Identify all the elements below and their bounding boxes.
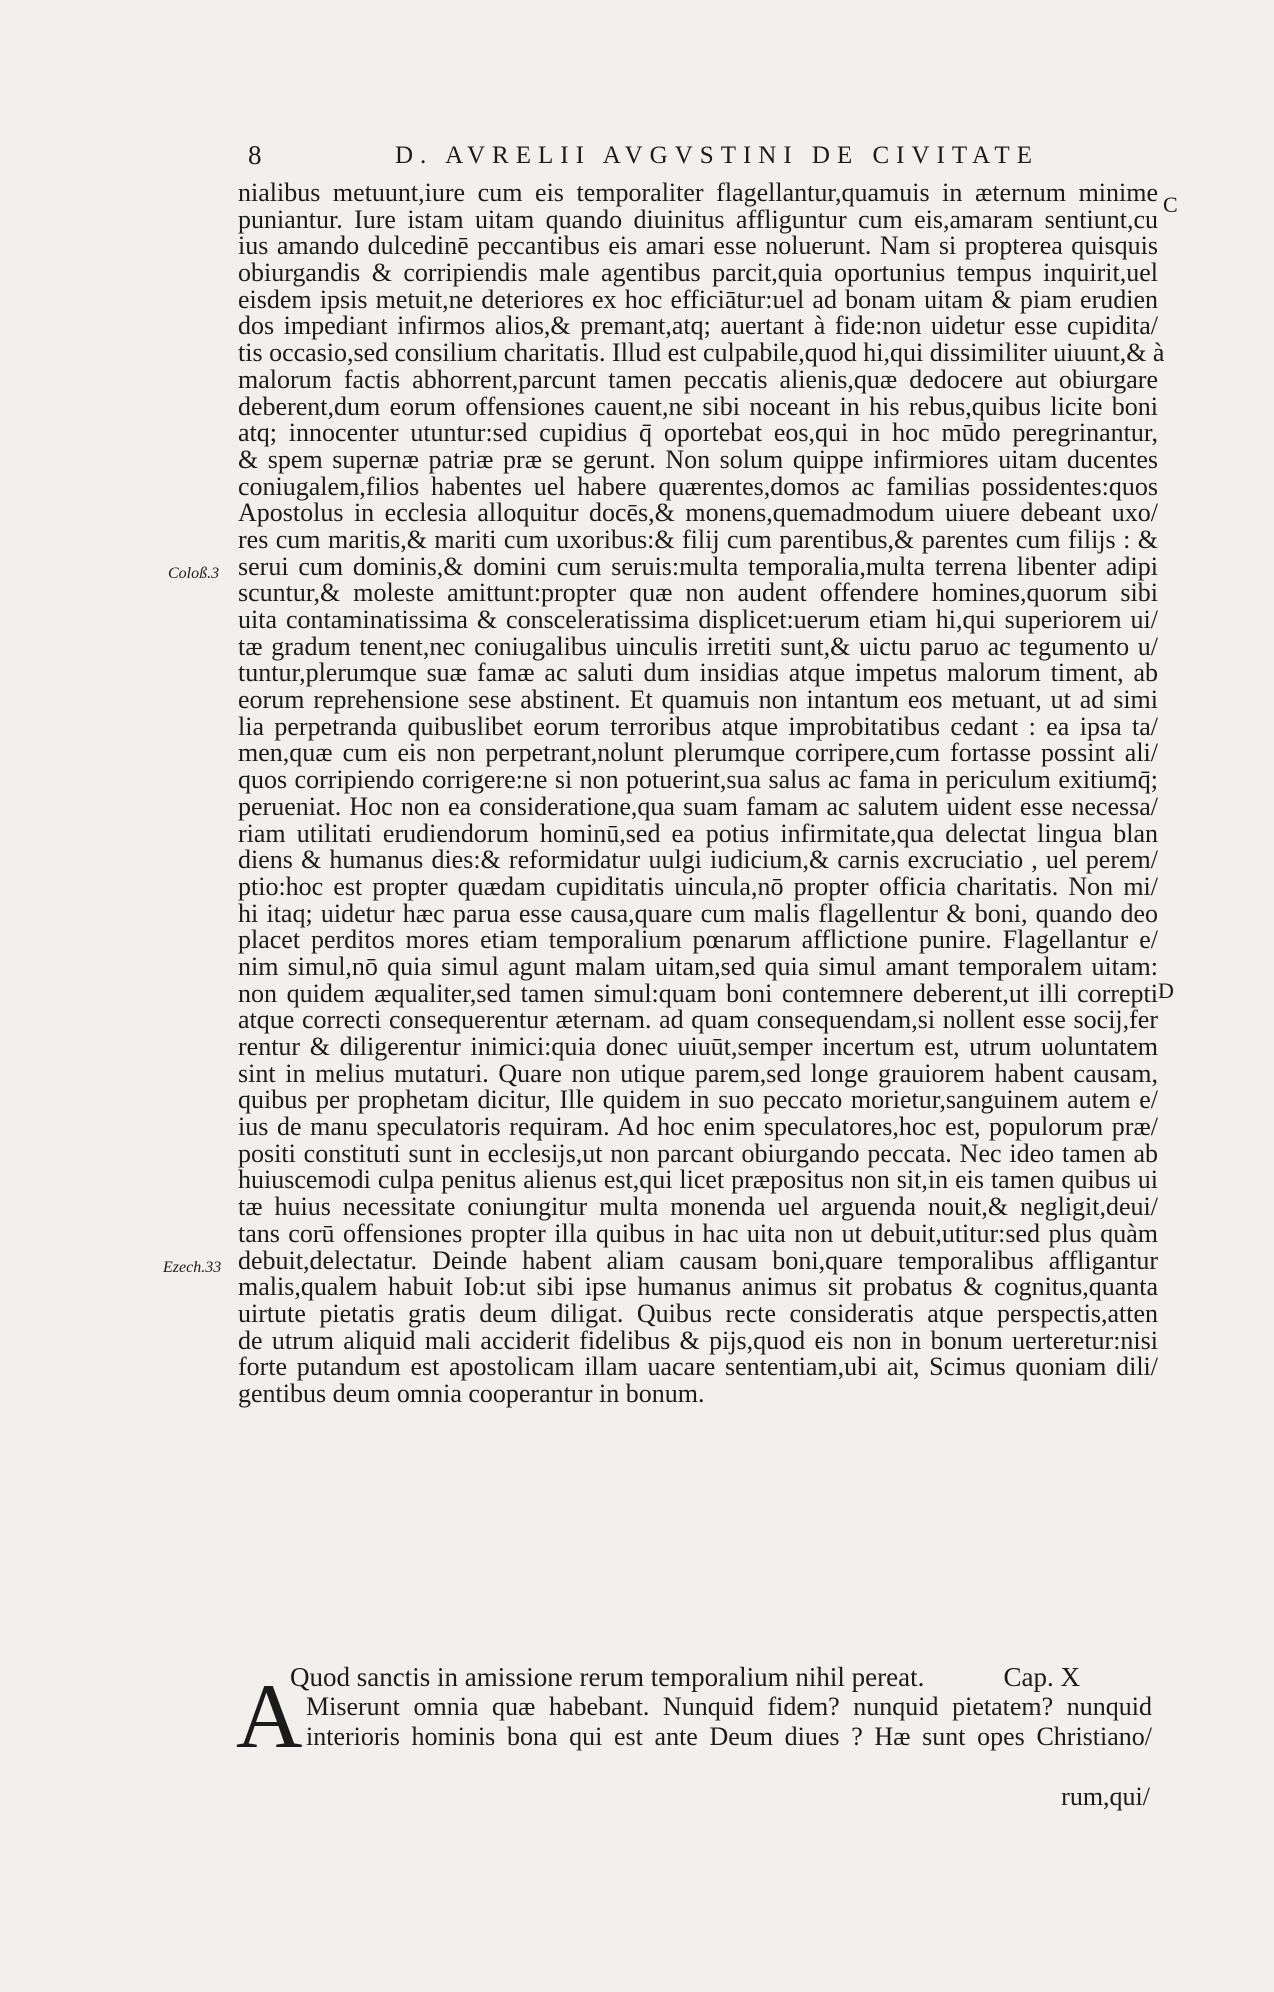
body-line: debuit,delectatur. Deinde habent aliam causam boni,quare temporalibus affligantur	[238, 1245, 1158, 1275]
chapter-heading	[290, 1662, 1080, 1693]
body-line: gentibus deum omnia cooperantur in bonum.	[238, 1378, 705, 1408]
body-line: tans corū offensiones propter illa quibus in hac uita non ut debuit,utitur:sed plus quàm	[238, 1218, 1158, 1248]
body-line: & spem supernæ patriæ præ se gerunt. Non solum quippe infirmiores uitam ducentes	[238, 444, 1158, 474]
body-line: perueniat. Hoc non ea consideratione,qua suam famam ac salutem uident esse necessa/	[238, 791, 1158, 821]
body-line: malorum factis abhorrent,parcunt tamen peccatis alienis,quæ dedocere aut obiurgare	[238, 364, 1158, 394]
body-line: men,quæ cum eis non perpetrant,nolunt plerumque corripere,cum fortasse possint ali/	[238, 738, 1158, 768]
body-line: huiuscemodi culpa penitus alienus est,qui licet præpositus non sit,in eis tamen quibus ui	[238, 1165, 1158, 1195]
margin-citation-coloss: Coloß.3	[168, 565, 220, 582]
body-line: tæ gradum tenent,nec coniugalibus uinculis irretiti sunt,& uictu paruo ac tegumento u/	[238, 631, 1158, 661]
chapter-title: Quod sanctis in amissione rerum temporalium nihil pereat.	[290, 1662, 925, 1692]
body-line: de utrum aliquid mali acciderit fidelibus & pijs,quod eis non in bonum uerteretur:nisi	[238, 1325, 1158, 1355]
drop-cap: A	[236, 1665, 303, 1767]
body-line: deberent,dum eorum offensiones cauent,ne sibi noceant in his rebus,quibus licite boni	[238, 391, 1158, 421]
body-line: sint in melius mutaturi. Quare non utique parem,sed longe grauiorem habent causam,	[238, 1058, 1158, 1088]
body-line: nialibus metuunt,iure cum eis temporaliter flagellantur,quamuis in æternum minime	[238, 178, 1158, 207]
body-line: scuntur,& moleste amittunt:propter quæ non audent offendere homines,quorum sibi	[238, 578, 1158, 608]
catchword: rum,qui/	[1061, 1782, 1150, 1811]
chapter-line: interioris hominis bona qui est ante Deum diues ? Hæ sunt opes Christiano/	[306, 1722, 1152, 1751]
body-text	[238, 178, 1165, 1408]
body-line: quibus per prophetam dicitur, Ille quidem in suo peccato morietur,sanguinem autem e/	[238, 1085, 1158, 1115]
body-line: quos corripiendo corrigere:ne si non potuerint,sua salus ac fama in periculum exitiumq̄;	[238, 765, 1158, 795]
body-line: uirtute pietatis gratis deum diligat. Quibus recte consideratis atque perspectis,atten	[238, 1298, 1158, 1328]
body-line: eisdem ipsis metuit,ne deteriores ex hoc efficiātur:uel ad bonam uitam & piam erudien	[238, 284, 1158, 314]
section-letter-c: C	[1163, 192, 1178, 217]
body-line: placet perditos mores etiam temporalium pœnarum afflictione punire. Flagellantur e/	[238, 925, 1158, 955]
body-line: res cum maritis,& mariti cum uxoribus:& filij cum parentibus,& parentes cum filijs : &	[238, 524, 1158, 554]
margin-citation-ezech: Ezech.33	[163, 1259, 222, 1276]
body-line: tis occasio,sed consilium charitatis. Illud est culpabile,quod hi,qui dissimiliter uiuunt,& à	[238, 338, 1165, 368]
body-line: obiurgandis & corripiendis male agentibus parcit,quia oportunius tempus inquirit,uel	[238, 258, 1158, 288]
body-line: puniantur. Iure istam uitam quando diuinitus affliguntur cum eis,amaram sentiunt,cu	[238, 204, 1158, 234]
body-line: non quidem æqualiter,sed tamen simul:quam boni contemnere deberent,ut illi correpti	[238, 978, 1158, 1008]
body-line: diens & humanus dies:& reformidatur uulgi iudicium,& carnis excruciatio , uel perem/	[238, 845, 1158, 875]
body-line: Apostolus in ecclesia alloquitur docēs,& monens,quemadmodum uiuere debeant uxo/	[238, 498, 1158, 528]
chapter-text	[306, 1692, 1152, 1752]
body-line: atq; innocenter utuntur:sed cupidius q̄ oportebat eos,qui in hoc mūdo peregrinantur,	[238, 418, 1158, 448]
chapter-line: Miserunt omnia quæ habebant. Nunquid fidem? nunquid pietatem? nunquid	[306, 1692, 1152, 1721]
body-line: tæ huius necessitate coniungitur multa monenda uel arguenda nouit,& negligit,deui/	[238, 1192, 1158, 1222]
chapter-number: Cap. X	[1003, 1662, 1080, 1692]
body-line: ius amando dulcedinē peccantibus eis amari esse noluerunt. Nam si propterea quisquis	[238, 231, 1158, 261]
body-line: uita contaminatissima & consceleratissima displicet:uerum etiam hi,qui superiorem ui/	[238, 605, 1158, 634]
section-letter-d: D	[1158, 978, 1174, 1003]
body-line: atque correcti consequerentur æternam. ad quam consequendam,si nollent esse socij,fer	[238, 1005, 1158, 1035]
body-line: rentur & diligerentur inimici:quia donec uiuūt,semper incertum est, utrum uoluntatem	[238, 1032, 1158, 1061]
body-line: coniugalem,filios habentes uel habere quærentes,domos ac familias possidentes:quos	[238, 471, 1158, 501]
body-line: malis,qualem habuit Iob:ut sibi ipse humanus animus sit probatus & cognitus,quanta	[238, 1272, 1158, 1302]
page-number: 8	[248, 140, 262, 170]
running-head: D. AVRELII AVGVSTINI DE CIVITATE	[395, 142, 1039, 169]
body-line: hi itaq; uidetur hæc parua esse causa,quare cum malis flagellentur & boni, quando deo	[238, 898, 1158, 928]
body-line: eorum reprehensione sese abstinent. Et quamuis non intantum eos metuant, ut ad simi	[238, 685, 1158, 715]
body-line: positi constituti sunt in ecclesijs,ut non parcant obiurgando peccata. Nec ideo tamen ab	[238, 1138, 1158, 1168]
body-line: forte putandum est apostolicam illam uacare sententiam,ubi ait, Scimus quoniam dili/	[238, 1352, 1158, 1382]
body-line: serui cum dominis,& domini cum seruis:multa temporalia,multa terrena libenter adipi	[238, 551, 1158, 581]
body-line: ptio:hoc est propter quædam cupiditatis uincula,nō propter officia charitatis. Non mi/	[238, 871, 1158, 901]
body-line: lia perpetranda quibuslibet eorum terroribus atque improbitatibus cedant : ea ipsa ta/	[238, 711, 1158, 741]
body-line: nim simul,nō quia simul agunt malam uitam,sed quia simul amant temporalem uitam:	[238, 951, 1158, 981]
body-line: riam utilitati erudiendorum hominū,sed ea potius infirmitate,qua delectat lingua blan	[238, 818, 1158, 848]
body-line: dos impediant infirmos alios,& premant,atq; auertant à fide:non uidetur esse cupidita/	[238, 311, 1158, 341]
body-line: ius de manu speculatoris requiram. Ad hoc enim speculatores,hoc est, populorum præ/	[238, 1112, 1158, 1142]
body-line: tuntur,plerumque suæ famæ ac saluti dum insidias atque impetus malorum timent, ab	[238, 658, 1158, 688]
